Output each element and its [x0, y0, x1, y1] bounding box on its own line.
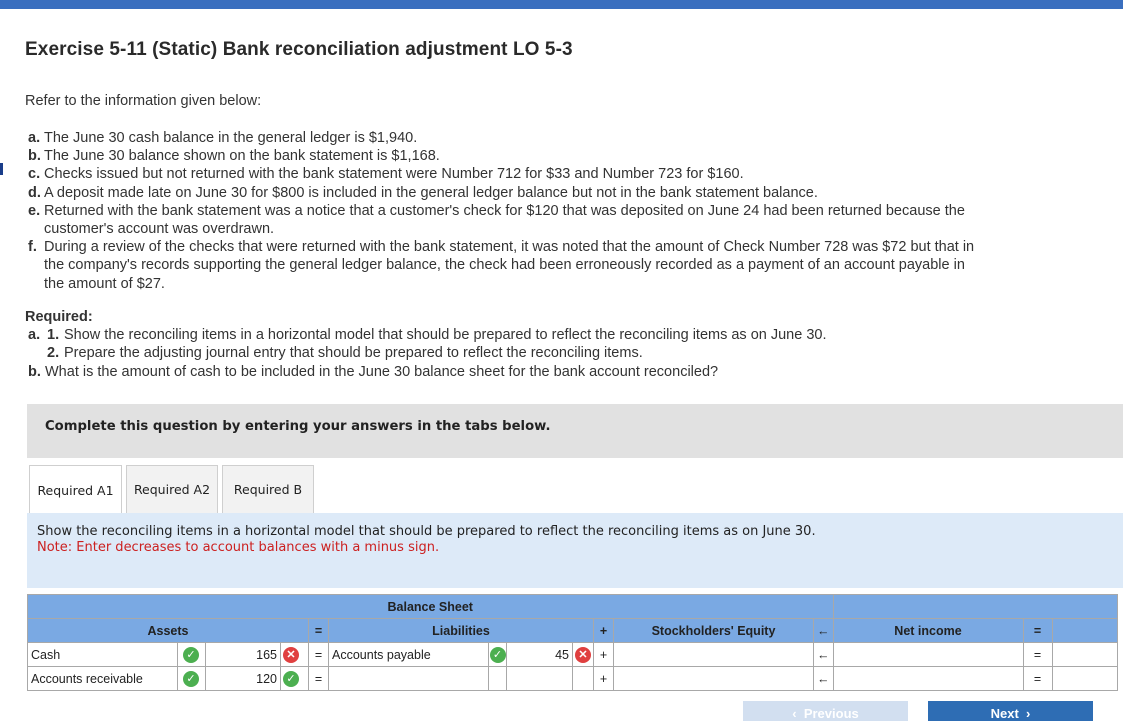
- incorrect-x-icon: ✕: [283, 647, 299, 663]
- info-item-e: e. Returned with the bank statement was a notice that a customer's check for $120 that was deposited on June 24 had been returned because the customer's account was overdrawn.: [28, 202, 965, 238]
- equals-sign: =: [309, 619, 329, 643]
- horizontal-model-table: [27, 594, 1118, 691]
- asset-account-cell[interactable]: Accounts receivable: [28, 667, 178, 691]
- equals-sign: =: [1023, 667, 1052, 691]
- arrow-sign: ←: [814, 619, 834, 643]
- correct-check-icon: ✓: [183, 647, 199, 663]
- net-income-account-cell[interactable]: [833, 643, 1023, 667]
- liability-account-cell[interactable]: [329, 667, 489, 691]
- info-item-d: d. A deposit made late on June 30 for $800 is included in the general ledger balance but not in the bank statement balance.: [28, 184, 818, 201]
- plus-sign: +: [594, 667, 614, 691]
- required-heading: Required:: [25, 309, 93, 325]
- next-button[interactable]: Next ›: [928, 701, 1093, 721]
- info-item-a: a. The June 30 cash balance in the general ledger is $1,940.: [28, 130, 418, 146]
- equals-sign: =: [309, 667, 329, 691]
- equity-amount-cell[interactable]: [614, 667, 814, 691]
- correct-check-icon: ✓: [183, 671, 199, 687]
- plus-sign: +: [594, 619, 614, 643]
- chevron-right-icon: ›: [1026, 706, 1031, 721]
- asset-account-cell[interactable]: Cash: [28, 643, 178, 667]
- required-section: [25, 308, 985, 381]
- left-margin-marker: [0, 163, 3, 175]
- instructions-text: Show the reconciling items in a horizontal model that should be prepared to reflect the reconciling items as on June 30.: [37, 524, 816, 539]
- answer-tabs: [29, 465, 318, 513]
- complete-banner: Complete this question by entering your answers in the tabs below.: [27, 404, 1123, 458]
- net-income-header: Net income: [833, 619, 1023, 643]
- equals-sign: =: [1023, 643, 1052, 667]
- page-title: Exercise 5-11 (Static) Bank reconciliation adjustment LO 5-3: [25, 39, 573, 60]
- column-header-row: [28, 619, 1118, 643]
- liabilities-header: Liabilities: [329, 619, 594, 643]
- arrow-sign: ←: [814, 667, 834, 691]
- required-b: b. What is the amount of cash to be included in the June 30 balance sheet for the bank account reconciled?: [28, 363, 719, 380]
- net-income-amount-cell[interactable]: [1052, 667, 1117, 691]
- balance-sheet-header: Balance Sheet: [28, 595, 834, 619]
- chevron-left-icon: ‹: [792, 706, 797, 721]
- net-income-account-cell[interactable]: [833, 667, 1023, 691]
- equity-amount-cell[interactable]: [614, 643, 814, 667]
- table-row: [28, 667, 1118, 691]
- info-item-b: b. The June 30 balance shown on the bank statement is $1,168.: [28, 148, 440, 165]
- instructions-note: Note: Enter decreases to account balances with a minus sign.: [37, 540, 440, 555]
- instructions-panel: [27, 513, 1123, 588]
- info-item-c: c. Checks issued but not returned with the bank statement were Number 712 for $33 and Number 723 for $160.: [28, 166, 744, 183]
- intro-text: Refer to the information given below:: [25, 93, 262, 109]
- info-item-f: f. During a review of the checks that were returned with the bank statement, it was noted that the amount of Check Number 728 was $72 but that in the company's records supporting the general ledger balance, the check had been erroneously recorded as a payment of an account payable in the amount of $27.: [28, 239, 975, 292]
- liability-account-cell[interactable]: Accounts payable: [329, 643, 489, 667]
- required-a2: 2. Prepare the adjusting journal entry that should be prepared to reflect the reconciling items.: [47, 345, 643, 362]
- arrow-sign: ←: [814, 643, 834, 667]
- liability-amount-cell[interactable]: 45: [507, 643, 573, 667]
- assets-header: Assets: [28, 619, 309, 643]
- balance-sheet-header-row: [28, 595, 1118, 619]
- incorrect-x-icon: ✕: [575, 647, 591, 663]
- equals-sign: =: [1023, 619, 1052, 643]
- table-row: [28, 643, 1118, 667]
- correct-check-icon: ✓: [490, 647, 506, 663]
- tab-required-a1[interactable]: Required A1: [29, 465, 122, 514]
- plus-sign: +: [594, 643, 614, 667]
- top-accent-bar: [0, 0, 1123, 9]
- required-a1: a. 1. Show the reconciling items in a horizontal model that should be prepared to reflect the reconciling items as on June 30.: [28, 327, 827, 344]
- net-income-amount-cell[interactable]: [1052, 643, 1117, 667]
- asset-amount-cell[interactable]: 120: [206, 667, 281, 691]
- correct-check-icon: ✓: [283, 671, 299, 687]
- equals-sign: =: [309, 643, 329, 667]
- tab-required-a2[interactable]: Required A2: [126, 465, 218, 513]
- previous-button[interactable]: ‹ Previous: [743, 701, 908, 721]
- tab-required-b[interactable]: Required B: [222, 465, 314, 513]
- asset-amount-cell[interactable]: 165: [206, 643, 281, 667]
- info-list: [28, 129, 988, 293]
- equity-header: Stockholders' Equity: [614, 619, 814, 643]
- liability-amount-cell[interactable]: [507, 667, 573, 691]
